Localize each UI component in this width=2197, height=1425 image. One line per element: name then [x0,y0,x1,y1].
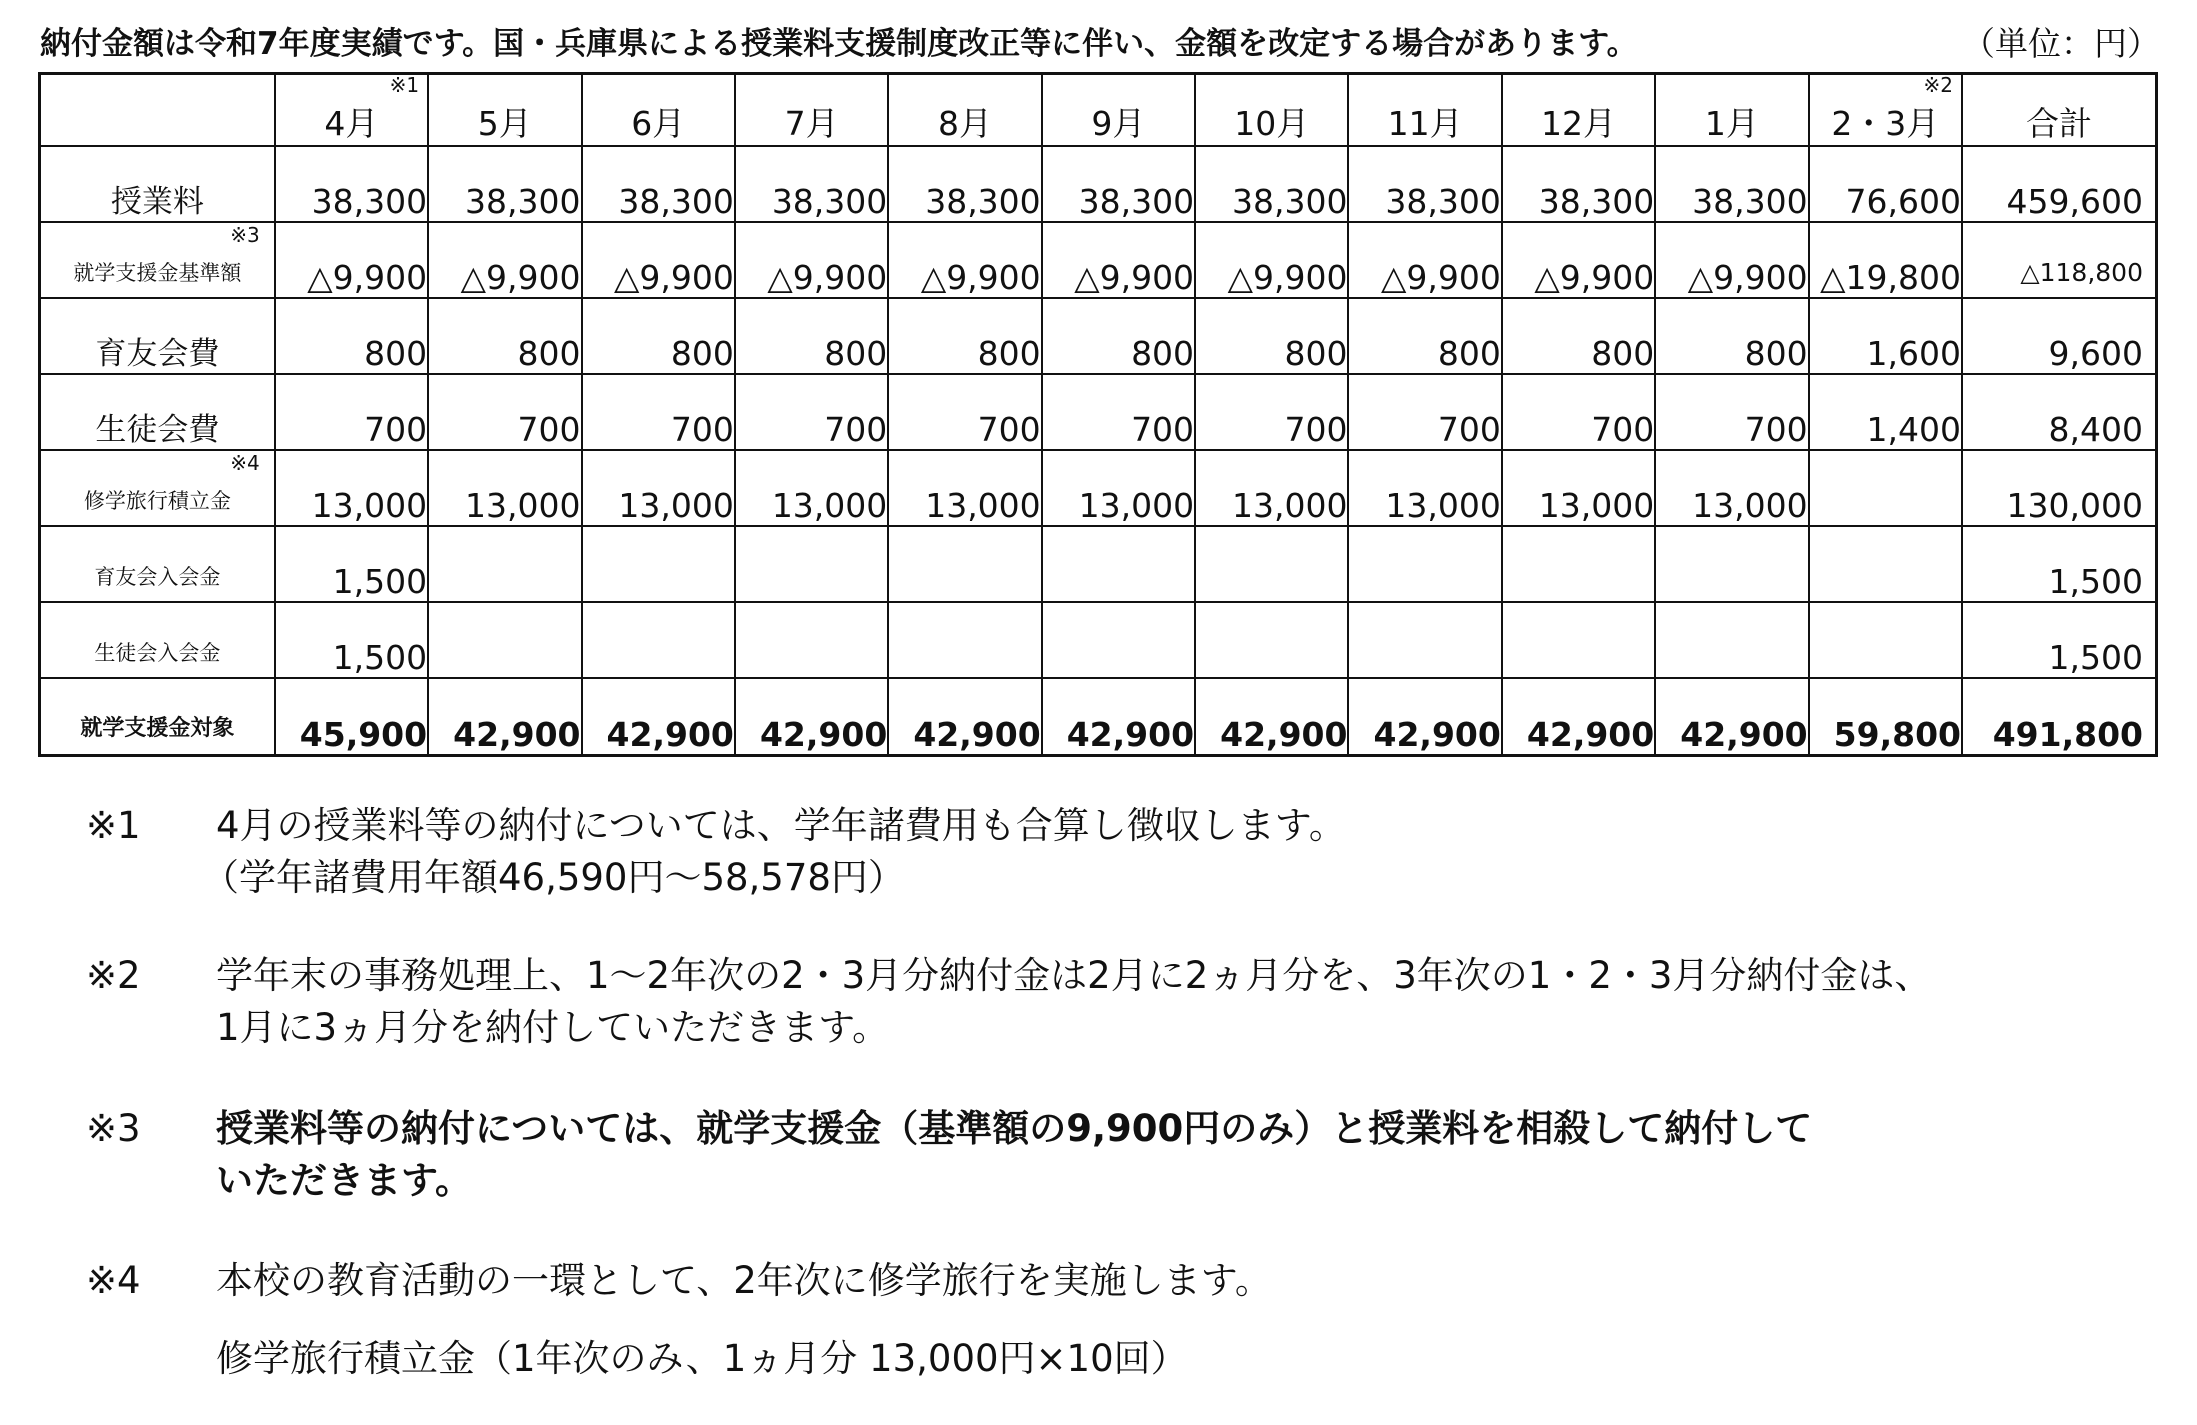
table-cell: 13,000 [582,450,735,526]
total-cell: 8,400 [1962,374,2156,450]
table-cell [735,602,888,678]
table-cell: 700 [1195,374,1348,450]
table-cell: 38,300 [275,146,428,222]
table-cell: 42,900 [1655,678,1808,756]
column-header: 5月 [428,74,581,146]
table-cell: 800 [1655,298,1808,374]
table-cell [888,526,1041,602]
total-cell: 491,800 [1962,678,2156,756]
footnote-line: 授業料等の納付については、就学支援金（基準額の9,900円のみ）と授業料を相殺して納付して [216,1107,1813,1150]
table-cell: 38,300 [582,146,735,222]
table-cell: 13,000 [888,450,1041,526]
table-cell [1042,602,1195,678]
footnote-mark: ※3 [230,222,260,247]
table-header-row [40,74,2157,146]
footnote-line: 4月の授業料等の納付については、学年諸費用も合算し徴収します。 [216,804,1346,847]
row-label: 就学支援金対象 [40,678,275,756]
table-cell: 38,300 [428,146,581,222]
table-cell [1809,450,1962,526]
table-cell: 13,000 [275,450,428,526]
table-cell: 800 [888,298,1041,374]
table-cell: 700 [888,374,1041,450]
row-label: 授業料 [40,146,275,222]
table-cell [1195,526,1348,602]
table-cell: 13,000 [1348,450,1501,526]
total-cell: 9,600 [1962,298,2156,374]
column-header: 2・3月 ※2 [1809,74,1962,146]
notice-text: 納付金額は令和7年度実績です。国・兵庫県による授業料支援制度改正等に伴い、金額を改定する場合があります。 [40,26,1638,62]
footnote-line: （学年諸費用年額46,590円～58,578円） [202,856,905,899]
table-cell: △9,900 [275,222,428,298]
table-cell: △9,900 [428,222,581,298]
table-cell [1809,526,1962,602]
table-cell: 13,000 [428,450,581,526]
column-header: 7月 [735,74,888,146]
table-cell: △9,900 [735,222,888,298]
table-body [40,146,2157,756]
table-cell: 700 [1655,374,1808,450]
table-cell: 42,900 [888,678,1041,756]
row-label: 育友会費 [40,298,275,374]
column-header: 9月 [1042,74,1195,146]
table-cell: 700 [1502,374,1655,450]
footnote-line: 学年末の事務処理上、1～2年次の2・3月分納付金は2月に2ヵ月分を、3年次の1・2・3月分納付金は、 [216,954,1932,997]
table-cell: 700 [1042,374,1195,450]
footnote-label: ※4 [86,1259,141,1302]
table-cell: 13,000 [1195,450,1348,526]
row-label: 就学支援金基準額 ※3 [40,222,275,298]
table-cell [582,602,735,678]
table-cell: 700 [428,374,581,450]
table-cell: 1,500 [275,526,428,602]
table-cell: △9,900 [1042,222,1195,298]
footnote-mark: ※4 [230,450,260,475]
row-label: 生徒会入会金 [40,602,275,678]
table-row [40,450,2157,526]
table-cell: 13,000 [735,450,888,526]
table-cell: 1,500 [275,602,428,678]
table-cell: 700 [582,374,735,450]
table-cell [428,602,581,678]
table-cell [428,526,581,602]
table-cell: △9,900 [1502,222,1655,298]
column-header: 8月 [888,74,1041,146]
table-cell: 800 [735,298,888,374]
table-cell [735,526,888,602]
table-cell: 42,900 [1195,678,1348,756]
table-row [40,526,2157,602]
table-cell: △9,900 [1655,222,1808,298]
footnote-line: 修学旅行積立金（1年次のみ、1ヵ月分 13,000円×10回） [216,1337,1188,1380]
table-row [40,146,2157,222]
table-cell: 42,900 [1042,678,1195,756]
footnote-line: 本校の教育活動の一環として、2年次に修学旅行を実施します。 [216,1259,1272,1302]
table-cell [582,526,735,602]
total-cell: 459,600 [1962,146,2156,222]
footnote-label: ※2 [86,954,141,997]
footnote-mark: ※2 [1923,73,1954,97]
table-cell [1195,602,1348,678]
table-cell: △9,900 [582,222,735,298]
total-cell: 130,000 [1962,450,2156,526]
table-cell: 13,000 [1042,450,1195,526]
table-cell: 800 [428,298,581,374]
table-cell: 800 [1348,298,1501,374]
table-cell: 42,900 [1348,678,1501,756]
table-cell: △9,900 [1195,222,1348,298]
table-cell: 45,900 [275,678,428,756]
total-cell: 1,500 [1962,602,2156,678]
table-cell: 42,900 [1502,678,1655,756]
footnote-label: ※3 [86,1107,141,1150]
column-header: 6月 [582,74,735,146]
table-cell: 42,900 [582,678,735,756]
table-cell: 800 [1502,298,1655,374]
table-cell: 13,000 [1502,450,1655,526]
row-label: 生徒会費 [40,374,275,450]
footnote-mark: ※1 [389,73,420,97]
header-corner-cell [40,74,275,146]
table-cell [1348,602,1501,678]
table-cell: △19,800 [1809,222,1962,298]
table-cell: 38,300 [1195,146,1348,222]
table-cell: 800 [1042,298,1195,374]
table-cell: 59,800 [1809,678,1962,756]
table-cell [1502,602,1655,678]
header [40,14,2160,66]
column-header: 12月 [1502,74,1655,146]
unit-label: （単位：円） [1962,24,2160,63]
table-cell [1042,526,1195,602]
column-header: 10月 [1195,74,1348,146]
table-cell: 38,300 [1348,146,1501,222]
table-cell: 76,600 [1809,146,1962,222]
table-cell [1348,526,1501,602]
table-cell: 38,300 [888,146,1041,222]
table-cell: 700 [735,374,888,450]
table-cell: 42,900 [735,678,888,756]
footnote-label: ※1 [86,804,141,847]
table-cell: 800 [1195,298,1348,374]
table-cell: 38,300 [1042,146,1195,222]
table-row [40,298,2157,374]
table-cell [1655,526,1808,602]
table-cell: 38,300 [1655,146,1808,222]
table-cell: 800 [582,298,735,374]
footnote-line: 1月に3ヵ月分を納付していただきます。 [216,1006,890,1049]
table-cell: 38,300 [735,146,888,222]
total-cell: 1,500 [1962,526,2156,602]
total-cell: △118,800 [1962,222,2156,298]
table-cell [888,602,1041,678]
table-cell: 13,000 [1655,450,1808,526]
row-label: 育友会入会金 [40,526,275,602]
table-row [40,222,2157,298]
table-cell: 1,600 [1809,298,1962,374]
column-header: 4月 ※1 [275,74,428,146]
footnote-line: いただきます。 [216,1159,473,1202]
column-header: 1月 [1655,74,1808,146]
table-cell [1655,602,1808,678]
table-cell: 1,400 [1809,374,1962,450]
column-header: 11月 [1348,74,1501,146]
table-cell: 38,300 [1502,146,1655,222]
fee-table [38,72,2158,757]
table-cell: △9,900 [888,222,1041,298]
table-row [40,374,2157,450]
table-cell: 700 [275,374,428,450]
table-cell: 42,900 [428,678,581,756]
table-total-row [40,678,2157,756]
table-cell [1502,526,1655,602]
table-cell: 700 [1348,374,1501,450]
table-cell: 800 [275,298,428,374]
table-row [40,602,2157,678]
table-cell [1809,602,1962,678]
table-cell: △9,900 [1348,222,1501,298]
row-label: 修学旅行積立金 ※4 [40,450,275,526]
column-header-total: 合計 [1962,74,2156,146]
